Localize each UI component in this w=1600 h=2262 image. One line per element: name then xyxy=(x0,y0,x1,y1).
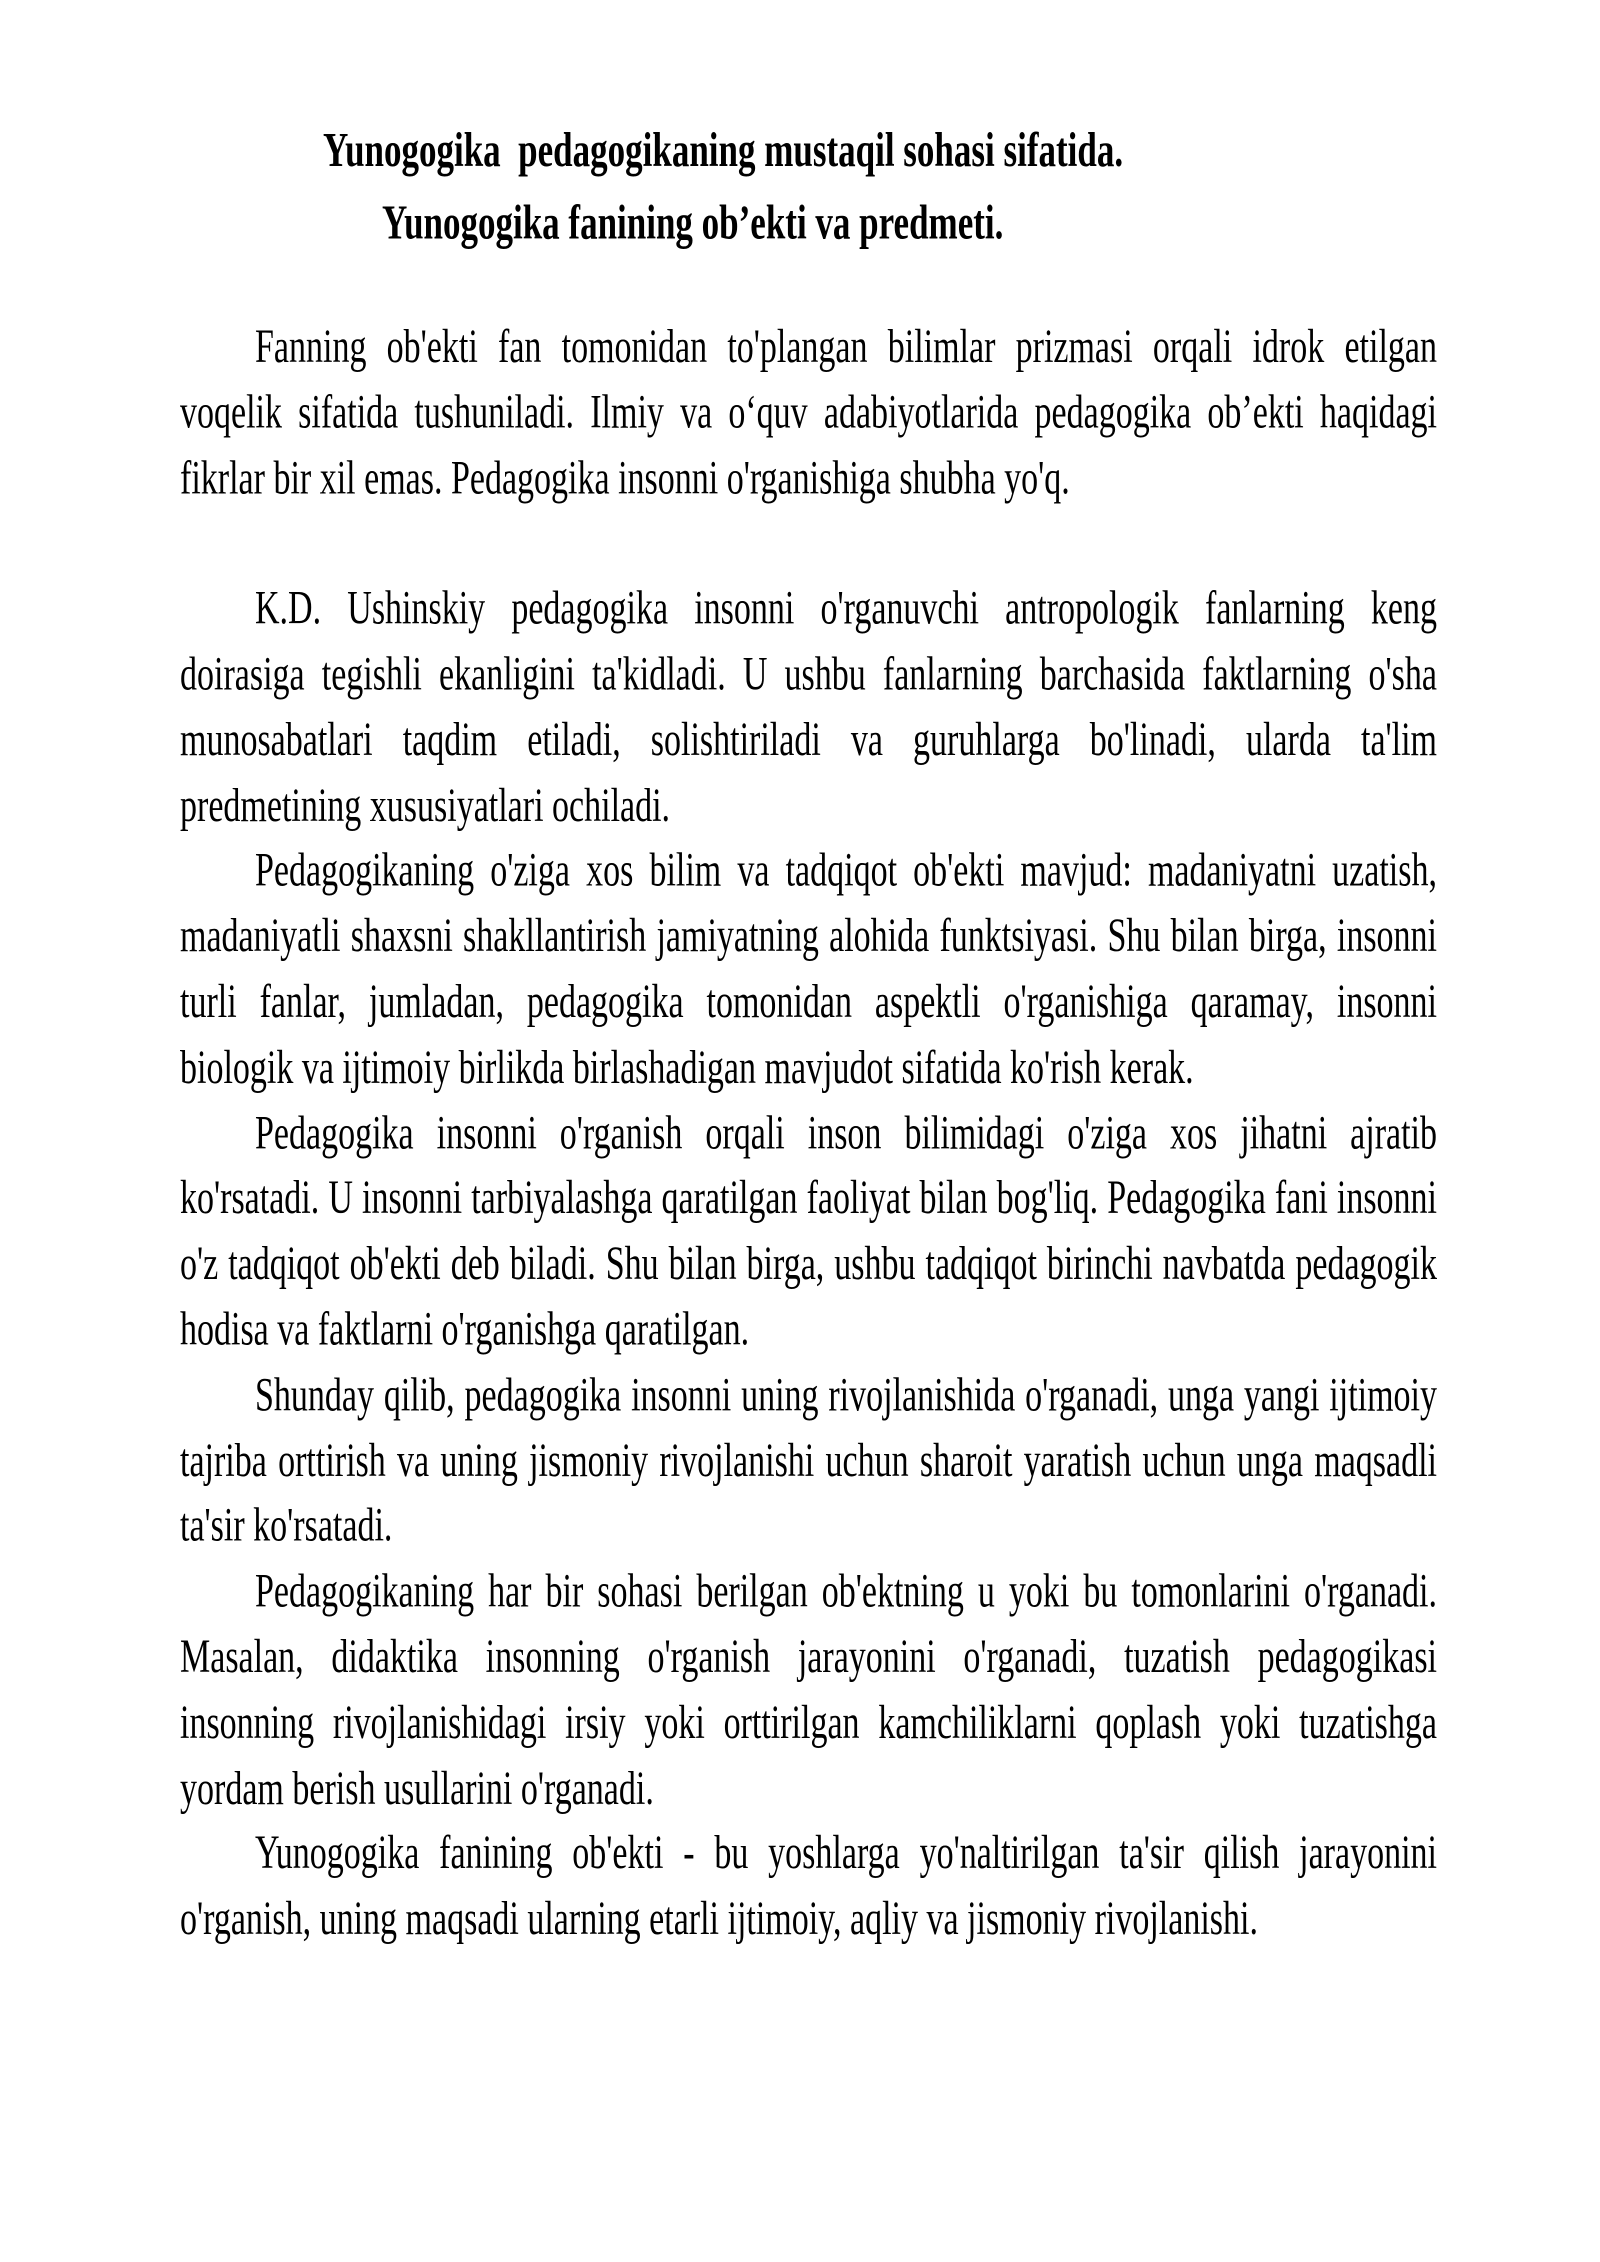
paragraph-7: Yunogogika fanining ob'ekti - bu yoshlarga yo'naltirilgan ta'sir qilish jarayonini o'rganish, uning maqsadi ularning etarli ijtimoiy, aqliy va jismoniy rivojlanishi. xyxy=(180,1828,1437,1946)
paragraph-3: Pedagogikaning o'ziga xos bilim va tadqiqot ob'ekti mavjud: madaniyatni uzatish, madaniyatli shaxsni shakllantirish jamiyatning alohida funktsiyasi. Shu bilan birga, insonni turli fanlar, jumladan, pedagogika tomonidan aspektli o'rganishiga qaramay, insonni biologik va ijtimoiy birlikda birlashadigan mavjudot sifatida ko'rish kerak. xyxy=(180,845,1437,1094)
document-title-line-2: Yunogogika fanining ob’ekti va predmeti. xyxy=(382,194,1004,250)
paragraph-5: Shunday qilib, pedagogika insonni uning rivojlanishida o'rganadi, unga yangi ijtimoiy tajriba orttirish va uning jismoniy rivojlanishi uchun sharoit yaratish uchun unga maqsadli ta'sir ko'rsatadi. xyxy=(180,1369,1437,1553)
paragraph-1: Fanning ob'ekti fan tomonidan to'plangan bilimlar prizmasi orqali idrok etilgan voqelik sifatida tushuniladi. Ilmiy va o‘quv adabiyotlarida pedagogika ob’ekti haqidagi fikrlar bir xil emas. Pedagogika insonni o'rganishiga shubha yo'q. xyxy=(180,321,1437,505)
paragraph-4: Pedagogika insonni o'rganish orqali inson bilimidagi o'ziga xos jihatni ajratib ko'rsatadi. U insonni tarbiyalashga qaratilgan faoliyat bilan bog'liq. Pedagogika fani insonni o'z tadqiqot ob'ekti deb biladi. Shu bilan birga, ushbu tadqiqot birinchi navbatda pedagogik hodisa va faktlarni o'rganishga qaratilgan. xyxy=(180,1107,1437,1356)
document-title-line-1: Yunogogika pedagogikaning mustaqil sohasi sifatida. xyxy=(323,122,1124,177)
paragraph-6: Pedagogikaning har bir sohasi berilgan ob'ektning u yoki bu tomonlarini o'rganadi. Masalan, didaktika insonning o'rganish jarayonini o'rganadi, tuzatish pedagogikasi insonning rivojlanishidagi irsiy yoki orttirilgan kamchiliklarni qoplash yoki tuzatishga yordam berish usullarini o'rganadi. xyxy=(180,1565,1437,1815)
document-body xyxy=(180,316,1437,1954)
paragraph-2: K.D. Ushinskiy pedagogika insonni o'rganuvchi antropologik fanlarning keng doirasiga tegishli ekanligini ta'kidladi. U ushbu fanlarning barchasida faktlarning o'sha munosabatlari taqdim etiladi, solishtiriladi va guruhlarga bo'linadi, ularda ta'lim predmetining xususiyatlari ochiladi. xyxy=(180,583,1437,832)
document-content xyxy=(180,100,1437,1953)
